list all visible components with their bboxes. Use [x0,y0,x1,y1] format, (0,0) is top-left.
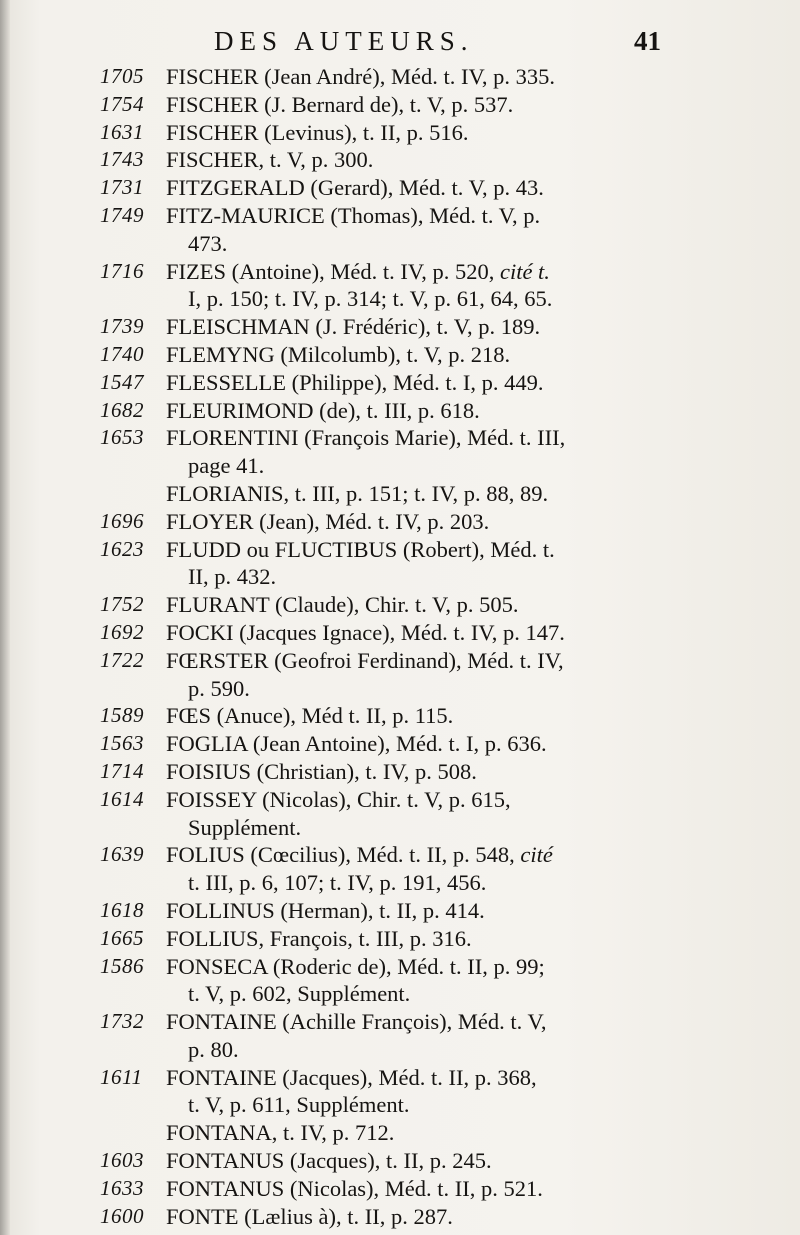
entry-text [166,1175,790,1203]
entry-line-text: FOGLIA (Jean Antoine), Méd. t. I, p. 636. [166,731,547,757]
entry-text [166,897,790,925]
entry-text [166,536,790,592]
entry-line-text: FŒS (Anuce), Méd t. II, p. 115. [166,703,454,729]
entry-line [166,508,790,536]
index-entry [100,1203,790,1231]
page-edge-shadow [0,0,10,1235]
entry-line-text: FOLLIUS, François, t. III, p. 316. [166,925,472,951]
index-entry [100,758,790,786]
entry-text [166,480,790,508]
entry-line [166,258,790,286]
entry-text [166,313,790,341]
entry-line-text: FLORIANIS, t. III, p. 151; t. IV, p. 88, 89. [166,480,549,506]
entry-text [166,202,790,258]
index-entry [100,1064,790,1120]
index-entry [100,146,790,174]
entry-year: 1589 [100,703,144,728]
entry-continuation-line [166,980,790,1008]
page-header [0,26,800,66]
index-entry [100,397,790,425]
entry-line-text: FLEISCHMAN (J. Frédéric), t. V, p. 189. [166,314,541,340]
author-index-list [100,63,790,1230]
entry-line-text: FOLIUS (Cœcilius), Méd. t. II, p. 548, [166,842,515,868]
index-entry [100,1147,790,1175]
index-entry [100,591,790,619]
entry-line [166,313,790,341]
entry-line [166,730,790,758]
entry-line-text: FLORENTINI (François Marie), Méd. t. III, [166,425,566,451]
index-entry [100,1119,790,1147]
entry-line-text: FONTANUS (Jacques), t. II, p. 245. [166,1148,492,1174]
entry-year: 1600 [100,1203,144,1228]
index-entry [100,536,790,592]
entry-text [166,258,790,314]
entry-line-text: FONTE (Lælius à), t. II, p. 287. [166,1203,453,1229]
index-entry [100,730,790,758]
entry-year: 1705 [100,64,144,88]
entry-year: 1563 [100,731,144,756]
entry-line [166,174,790,202]
entry-line [166,397,790,425]
entry-year: 1611 [100,1064,143,1089]
entry-year: 1722 [100,647,144,672]
entry-year: 1665 [100,925,144,950]
entry-line [166,925,790,953]
index-entry [100,174,790,202]
index-entry [100,202,790,258]
entry-text [166,925,790,953]
entry-year: 1696 [100,508,144,533]
entry-line-text: FLUDD ou FLUCTIBUS (Robert), Méd. t. [166,536,555,562]
entry-continuation-line [166,675,790,703]
entry-text [166,591,790,619]
entry-year: 1653 [100,425,144,450]
entry-text [166,508,790,536]
index-entry [100,1008,790,1064]
entry-continuation-line [166,1091,790,1119]
entry-year: 1547 [100,369,144,394]
entry-year: 1633 [100,1175,144,1200]
entry-continuation-line [166,1036,790,1064]
entry-year: 1639 [100,842,144,867]
entry-line-text: t. V, p. 602, Supplément. [188,981,411,1007]
entry-text [166,397,790,425]
entry-continuation-line [166,563,790,591]
entry-year: 1631 [100,119,144,144]
entry-year: 1586 [100,953,144,978]
entry-line-text: FONTAINE (Achille François), Méd. t. V, [166,1009,547,1035]
entry-line-text: FOISSEY (Nicolas), Chir. t. V, p. 615, [166,786,511,812]
entry-year: 1749 [100,202,144,227]
entry-line [166,591,790,619]
entry-line-text: FISCHER (Jean André), Méd. t. IV, p. 335. [166,64,555,89]
entry-year: 1743 [100,147,144,172]
entry-line-text: FONTANA, t. IV, p. 712. [166,1120,395,1146]
entry-text [166,424,790,480]
index-entry [100,647,790,703]
entry-year: 1603 [100,1148,144,1173]
index-entry [100,119,790,147]
entry-year: 1618 [100,897,144,922]
entry-line-text: FONSECA (Roderic de), Méd. t. II, p. 99; [166,953,545,979]
entry-line [166,647,790,675]
entry-year: 1623 [100,536,144,561]
entry-line [166,1064,790,1092]
entry-text [166,953,790,1009]
entry-year: 1692 [100,619,144,644]
entry-line-text: I, p. 150; t. IV, p. 314; t. V, p. 61, 64, 65. [188,286,553,312]
index-entry [100,619,790,647]
entry-line-text: FOLLINUS (Herman), t. II, p. 414. [166,897,485,923]
entry-year: 1731 [100,175,144,200]
entry-line-text: FOCKI (Jacques Ignace), Méd. t. IV, p. 147. [166,619,565,645]
entry-year: 1682 [100,397,144,422]
index-entry [100,897,790,925]
running-head: DES AUTEURS. [214,26,474,56]
entry-line [166,63,790,91]
entry-line [166,1175,790,1203]
entry-line [166,341,790,369]
entry-line [166,953,790,981]
entry-text [166,1008,790,1064]
entry-line-text: FITZGERALD (Gerard), Méd. t. V, p. 43. [166,175,544,201]
index-entry [100,369,790,397]
entry-text [166,1064,790,1120]
entry-text [166,1203,790,1231]
index-entry [100,258,790,314]
entry-text [166,730,790,758]
index-entry [100,341,790,369]
page-number: 41 [634,26,661,56]
entry-continuation-line [166,285,790,313]
entry-line-text: FISCHER, t. V, p. 300. [166,147,374,173]
entry-text [166,341,790,369]
entry-text [166,758,790,786]
entry-continuation-line [166,869,790,897]
entry-line-text: FISCHER (Levinus), t. II, p. 516. [166,119,469,145]
entry-continuation-line [166,230,790,258]
entry-year: 1714 [100,758,144,783]
entry-text [166,119,790,147]
entry-text [166,1119,790,1147]
index-entry [100,508,790,536]
entry-line [166,1119,790,1147]
entry-line [166,786,790,814]
entry-line [166,369,790,397]
entry-line-text: t. V, p. 611, Supplément. [188,1092,410,1118]
entry-year: 1740 [100,341,144,366]
entry-line [166,841,790,869]
entry-text [166,841,790,897]
entry-year: 1754 [100,91,144,116]
entry-text [166,63,790,91]
index-entry [100,841,790,897]
entry-year: 1614 [100,786,144,811]
entry-line-text: FLESSELLE (Philippe), Méd. t. I, p. 449. [166,369,544,395]
entry-text [166,91,790,119]
entry-text [166,702,790,730]
entry-line-text: p. 80. [188,1036,239,1062]
index-entry [100,424,790,480]
entry-line-text: FIZES (Antoine), Méd. t. IV, p. 520, [166,258,495,284]
entry-line [166,1203,790,1231]
entry-text [166,1147,790,1175]
entry-text [166,174,790,202]
entry-line-text: FLOYER (Jean), Méd. t. IV, p. 203. [166,508,490,534]
entry-citation-note: cité t. [499,258,550,284]
entry-continuation-line [166,452,790,480]
entry-line-text: FOISIUS (Christian), t. IV, p. 508. [166,758,477,784]
index-entry [100,480,790,508]
index-entry [100,925,790,953]
index-entry [100,1175,790,1203]
entry-line-text: FONTANUS (Nicolas), Méd. t. II, p. 521. [166,1175,543,1201]
index-entry [100,953,790,1009]
entry-text [166,647,790,703]
entry-citation-note: cité [520,842,553,868]
entry-line [166,146,790,174]
index-entry [100,786,790,842]
entry-line-text: II, p. 432. [188,564,277,590]
entry-text [166,619,790,647]
entry-line [166,424,790,452]
entry-year: 1732 [100,1009,144,1034]
entry-text [166,369,790,397]
entry-line [166,91,790,119]
entry-line [166,202,790,230]
entry-continuation-line [166,814,790,842]
index-entry [100,63,790,91]
entry-line [166,702,790,730]
entry-line [166,758,790,786]
entry-line [166,1008,790,1036]
index-entry [100,91,790,119]
index-entry [100,313,790,341]
entry-line-text: FONTAINE (Jacques), Méd. t. II, p. 368, [166,1064,537,1090]
entry-line [166,480,790,508]
entry-line [166,1147,790,1175]
entry-year: 1752 [100,592,144,617]
entry-year: 1739 [100,314,144,339]
entry-line-text: FISCHER (J. Bernard de), t. V, p. 537. [166,91,514,117]
entry-line-text: t. III, p. 6, 107; t. IV, p. 191, 456. [188,870,487,896]
entry-line [166,536,790,564]
entry-line-text: FŒRSTER (Geofroi Ferdinand), Méd. t. IV, [166,647,564,673]
entry-text [166,786,790,842]
entry-text [166,146,790,174]
entry-year: 1716 [100,258,144,283]
entry-line [166,619,790,647]
entry-line-text: p. 590. [188,675,250,701]
entry-line-text: FLEURIMOND (de), t. III, p. 618. [166,397,480,423]
entry-line [166,897,790,925]
entry-line-text: page 41. [188,453,265,479]
index-entry [100,702,790,730]
entry-line-text: FLEMYNG (Milcolumb), t. V, p. 218. [166,341,511,367]
entry-line-text: Supplément. [188,814,302,840]
entry-line-text: FLURANT (Claude), Chir. t. V, p. 505. [166,592,519,618]
entry-line [166,119,790,147]
entry-line-text: FITZ-MAURICE (Thomas), Méd. t. V, p. [166,202,541,228]
entry-line-text: 473. [188,230,228,256]
